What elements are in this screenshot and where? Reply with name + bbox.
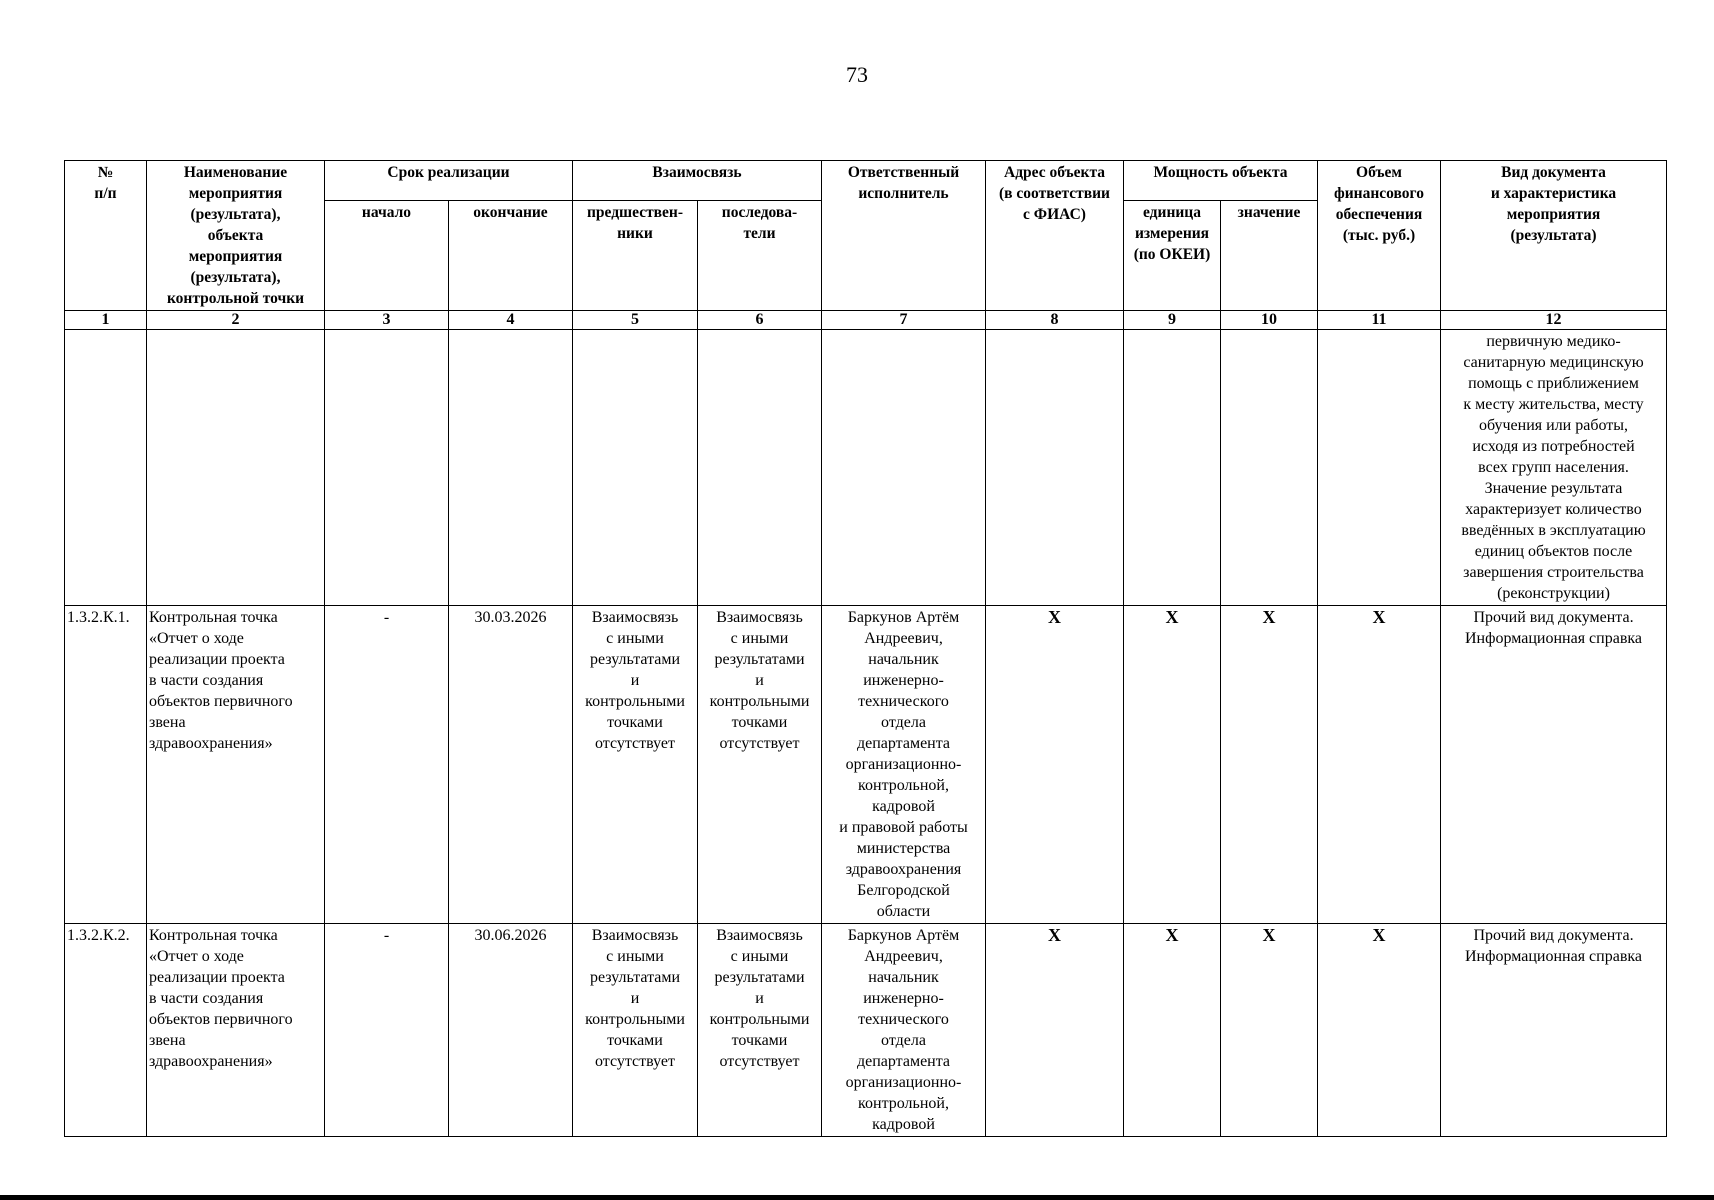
column-number: 10 bbox=[1221, 311, 1318, 330]
column-number: 3 bbox=[325, 311, 449, 330]
empty-cell bbox=[822, 330, 986, 606]
empty-cell bbox=[1124, 330, 1221, 606]
row-address: X bbox=[986, 606, 1124, 924]
row-funding: X bbox=[1318, 606, 1441, 924]
row-number: 1.3.2.К.2. bbox=[65, 924, 147, 1137]
header-predecessors: предшествен- ники bbox=[573, 201, 698, 311]
empty-cell bbox=[1221, 330, 1318, 606]
column-number: 7 bbox=[822, 311, 986, 330]
header-period: Срок реализации bbox=[325, 161, 573, 201]
row-number: 1.3.2.К.1. bbox=[65, 606, 147, 924]
row-doc-type: Прочий вид документа. Информационная справка bbox=[1441, 924, 1667, 1137]
row-value: X bbox=[1221, 924, 1318, 1137]
header-unit: единица измерения (по ОКЕИ) bbox=[1124, 201, 1221, 311]
row-end: 30.03.2026 bbox=[449, 606, 573, 924]
doc-type-continuation-text: первичную медико- санитарную медицинскую помощь с приближением к месту жительства, месту обучения или работы, исходя из потребностей всех групп населения. Значение результата характеризует количество введённых в эксплуатацию единиц объектов после завершения строительства (реконструкции) bbox=[1441, 330, 1667, 606]
row-value: X bbox=[1221, 606, 1318, 924]
row-doc-type: Прочий вид документа. Информационная справка bbox=[1441, 606, 1667, 924]
header-funding: Объем финансового обеспечения (тыс. руб.) bbox=[1318, 161, 1441, 311]
column-number: 2 bbox=[147, 311, 325, 330]
header-executor: Ответственный исполнитель bbox=[822, 161, 986, 311]
column-number: 6 bbox=[698, 311, 822, 330]
table-row bbox=[65, 924, 1667, 1137]
column-number: 12 bbox=[1441, 311, 1667, 330]
header-address: Адрес объекта (в соответствии с ФИАС) bbox=[986, 161, 1124, 311]
row-executor: Баркунов Артём Андреевич, начальник инженерно- технического отдела департамента организационно- контрольной, кадровой bbox=[822, 924, 986, 1137]
empty-cell bbox=[449, 330, 573, 606]
empty-cell bbox=[325, 330, 449, 606]
row-unit: X bbox=[1124, 924, 1221, 1137]
header-row-top bbox=[65, 161, 1667, 201]
column-number: 9 bbox=[1124, 311, 1221, 330]
column-number: 4 bbox=[449, 311, 573, 330]
row-address: X bbox=[986, 924, 1124, 1137]
row-name: Контрольная точка «Отчет о ходе реализации проекта в части создания объектов первичного звена здравоохранения» bbox=[147, 606, 325, 924]
row-successors: Взаимосвязь с иными результатами и контрольными точками отсутствует bbox=[698, 606, 822, 924]
row-successors: Взаимосвязь с иными результатами и контрольными точками отсутствует bbox=[698, 924, 822, 1137]
header-end: окончание bbox=[449, 201, 573, 311]
row-name: Контрольная точка «Отчет о ходе реализации проекта в части создания объектов первичного звена здравоохранения» bbox=[147, 924, 325, 1137]
column-number: 11 bbox=[1318, 311, 1441, 330]
header-capacity: Мощность объекта bbox=[1124, 161, 1318, 201]
row-predecessors: Взаимосвязь с иными результатами и контрольными точками отсутствует bbox=[573, 606, 698, 924]
table-row bbox=[65, 606, 1667, 924]
column-number: 8 bbox=[986, 311, 1124, 330]
column-number: 5 bbox=[573, 311, 698, 330]
empty-cell bbox=[986, 330, 1124, 606]
empty-cell bbox=[698, 330, 822, 606]
column-number: 1 bbox=[65, 311, 147, 330]
page-number: 73 bbox=[846, 62, 868, 87]
row-funding: X bbox=[1318, 924, 1441, 1137]
activities-table bbox=[64, 160, 1667, 1137]
row-predecessors: Взаимосвязь с иными результатами и контрольными точками отсутствует bbox=[573, 924, 698, 1137]
empty-cell bbox=[1318, 330, 1441, 606]
row-start: - bbox=[325, 924, 449, 1137]
empty-cell bbox=[573, 330, 698, 606]
table-row-continuation bbox=[65, 330, 1667, 606]
header-start: начало bbox=[325, 201, 449, 311]
header-doc-type: Вид документа и характеристика мероприятия (результата) bbox=[1441, 161, 1667, 311]
row-end: 30.06.2026 bbox=[449, 924, 573, 1137]
row-start: - bbox=[325, 606, 449, 924]
header-value: значение bbox=[1221, 201, 1318, 311]
header-num: № п/п bbox=[65, 161, 147, 311]
header-relation: Взаимосвязь bbox=[573, 161, 822, 201]
header-name: Наименование мероприятия (результата), объекта мероприятия (результата), контрольной точки bbox=[147, 161, 325, 311]
empty-cell bbox=[65, 330, 147, 606]
header-successors: последова- тели bbox=[698, 201, 822, 311]
row-executor: Баркунов Артём Андреевич, начальник инженерно- технического отдела департамента организационно- контрольной, кадровой и правовой работы министерства здравоохранения Белгородской области bbox=[822, 606, 986, 924]
empty-cell bbox=[147, 330, 325, 606]
scan-bottom-edge bbox=[0, 1195, 1714, 1200]
row-unit: X bbox=[1124, 606, 1221, 924]
column-number-row bbox=[65, 311, 1667, 330]
